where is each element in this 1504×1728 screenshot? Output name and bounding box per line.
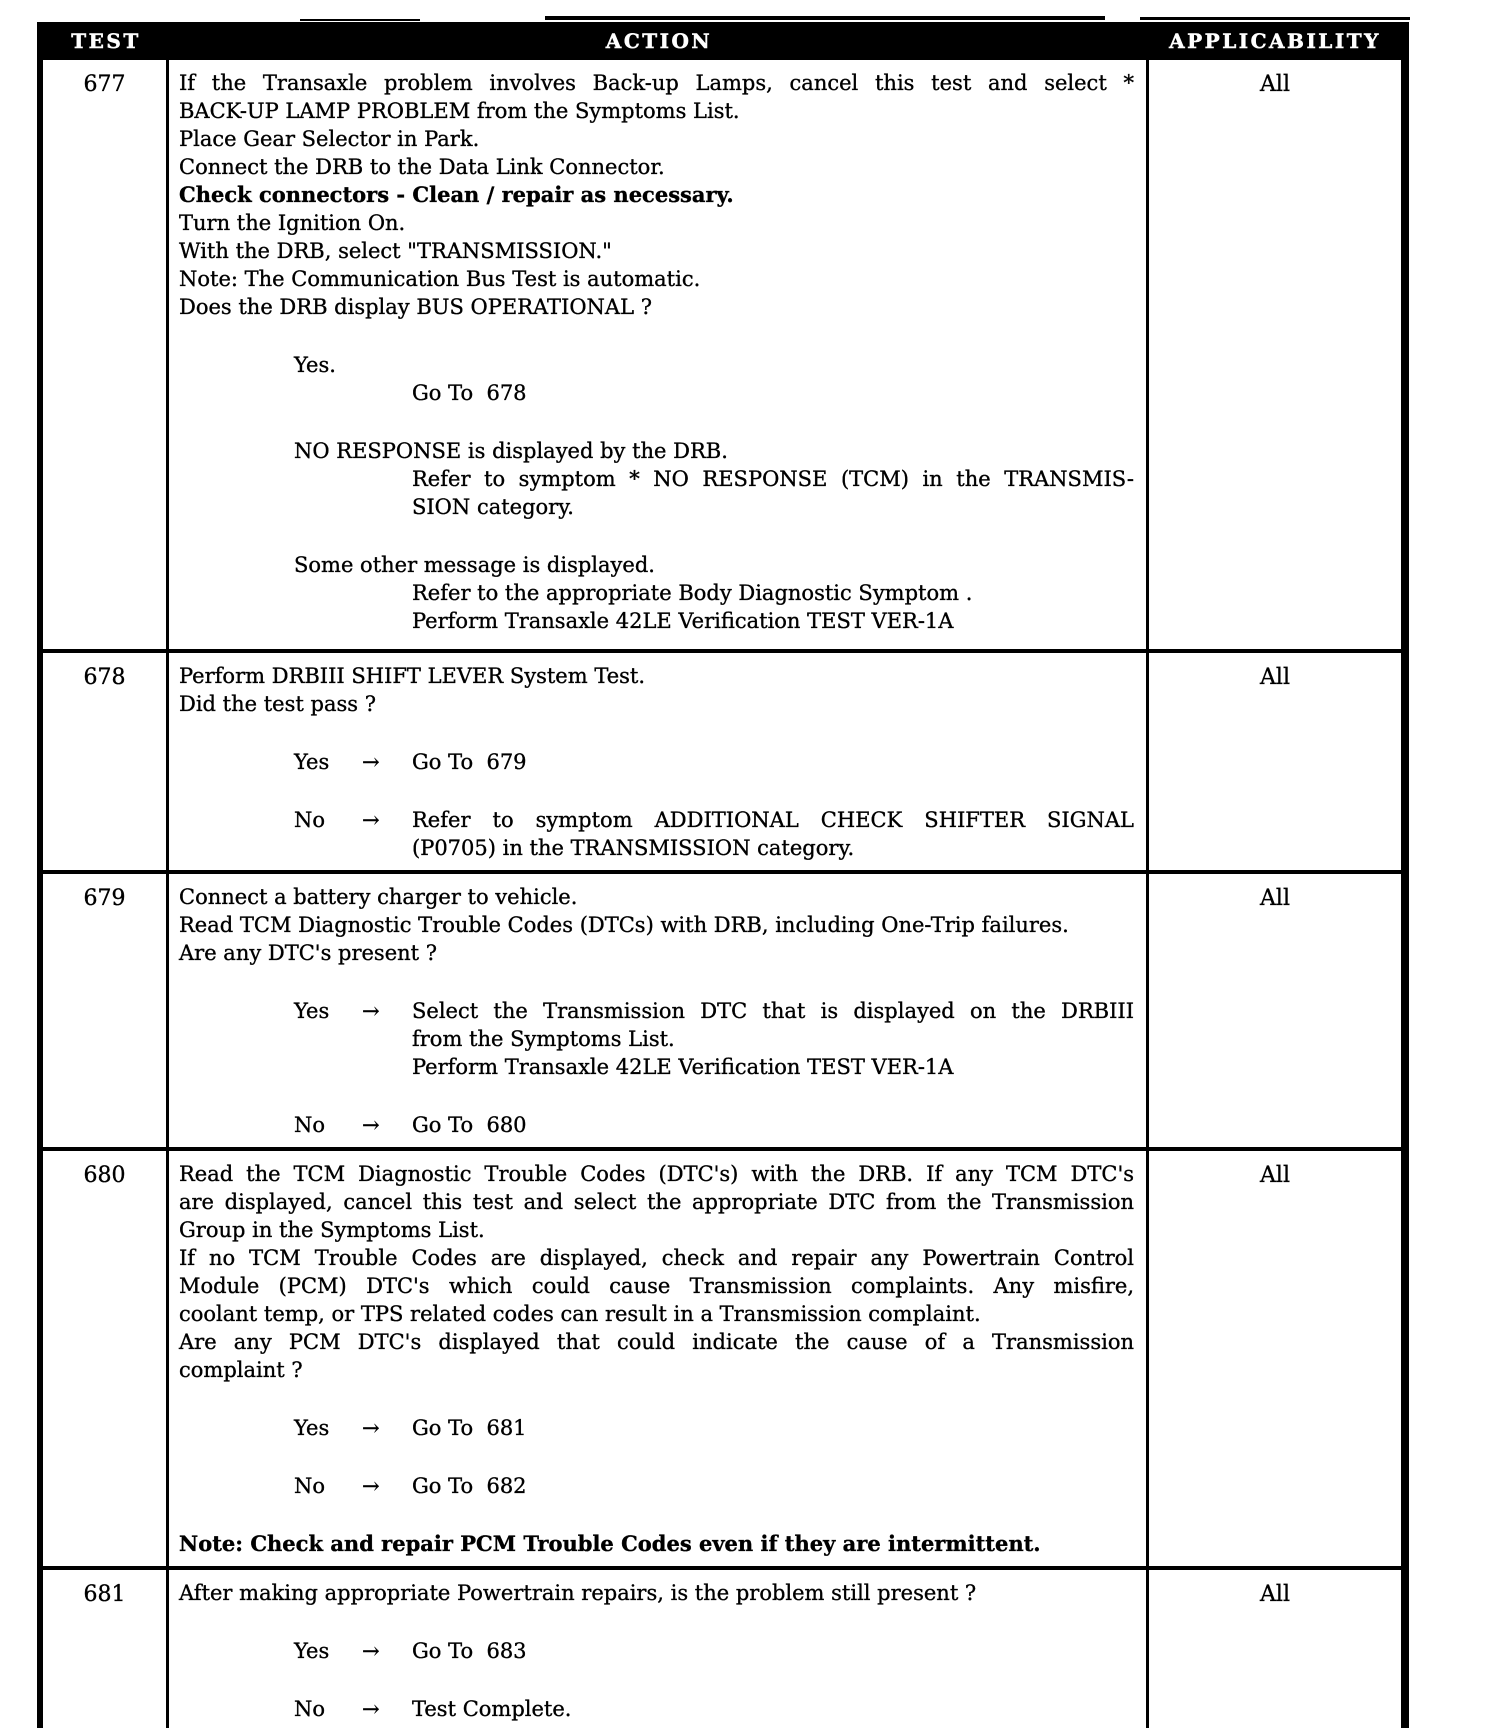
action-line: Module (PCM) DTC's which could cause Transmission complaints. Any misfire, xyxy=(179,1274,1134,1298)
answer-label: No xyxy=(294,808,326,832)
answer-line: Select the Transmission DTC that is displayed on the DRBIII xyxy=(412,999,1134,1023)
applicability-cell: All xyxy=(1260,665,1290,690)
action-cell xyxy=(169,1570,1149,1728)
action-line: Connect a battery charger to vehicle. xyxy=(179,885,578,909)
action-line: Perform Transaxle 42LE Verification TEST VER-1A xyxy=(412,609,954,633)
action-line: After making appropriate Powertrain repairs, is the problem still present ? xyxy=(179,1581,977,1605)
applicability-cell: All xyxy=(1260,1163,1290,1188)
scan-artifact xyxy=(1140,17,1410,20)
arrow-icon: → xyxy=(362,1697,380,1721)
action-line: Read TCM Diagnostic Trouble Codes (DTCs) with DRB, including One-Trip failures. xyxy=(179,913,1069,937)
answer-line: Go To 683 xyxy=(412,1639,527,1663)
line-gap xyxy=(179,521,1134,551)
action-line: Some other message is displayed. xyxy=(294,553,655,577)
answer-row xyxy=(294,1695,1134,1723)
answer-line: Go To 681 xyxy=(412,1416,527,1440)
action-line: Are any DTC's present ? xyxy=(179,941,438,965)
answer-label: Yes xyxy=(294,1639,330,1663)
action-line: Perform DRBIII SHIFT LEVER System Test. xyxy=(179,664,646,688)
answer-line: Go To 682 xyxy=(412,1474,527,1498)
action-line: Turn the Ignition On. xyxy=(179,211,406,235)
answer-line: Go To 679 xyxy=(412,750,527,774)
arrow-icon: → xyxy=(362,1113,380,1137)
action-line: BACK-UP LAMP PROBLEM from the Symptoms List. xyxy=(179,99,740,123)
table-row xyxy=(43,649,1401,870)
answer-label: Yes xyxy=(294,999,330,1023)
test-number-cell: 679 xyxy=(43,874,169,1147)
column-header-test: TEST xyxy=(71,29,141,53)
action-line: Note: The Communication Bus Test is automatic. xyxy=(179,267,701,291)
action-line: If the Transaxle problem involves Back-up Lamps, cancel this test and select * xyxy=(179,71,1134,95)
answer-line: Test Complete. xyxy=(412,1697,572,1721)
action-line: With the DRB, select "TRANSMISSION." xyxy=(179,239,612,263)
answer-row xyxy=(294,1472,1134,1500)
arrow-icon: → xyxy=(362,1416,380,1440)
line-gap xyxy=(179,1384,1134,1414)
answer-line: from the Symptoms List. xyxy=(412,1027,675,1051)
answer-row xyxy=(294,1414,1134,1442)
line-gap xyxy=(179,718,1134,748)
answer-text xyxy=(412,1637,1134,1665)
line-gap xyxy=(179,407,1134,437)
action-cell xyxy=(169,60,1149,649)
table-row xyxy=(43,60,1401,649)
action-line: Are any PCM DTC's displayed that could indicate the cause of a Transmission xyxy=(179,1330,1134,1354)
action-line: Yes. xyxy=(294,353,336,377)
applicability-cell: All xyxy=(1260,72,1290,97)
arrow-icon: → xyxy=(362,1474,380,1498)
scan-artifact xyxy=(300,19,420,21)
answer-line: Perform Transaxle 42LE Verification TEST VER-1A xyxy=(412,1055,954,1079)
action-line: Check connectors - Clean / repair as necessary. xyxy=(179,182,734,207)
action-line: complaint ? xyxy=(179,1358,303,1382)
action-line: SION category. xyxy=(412,495,574,519)
answer-text xyxy=(412,748,1134,776)
test-number-cell: 678 xyxy=(43,653,169,870)
action-line: Refer to the appropriate Body Diagnostic Symptom . xyxy=(412,581,973,605)
line-gap xyxy=(179,776,1134,806)
table-body xyxy=(43,60,1401,1728)
line-gap xyxy=(179,967,1134,997)
answer-row xyxy=(294,1111,1134,1139)
line-gap xyxy=(179,1442,1134,1472)
column-header-action: ACTION xyxy=(605,29,713,53)
action-cell xyxy=(169,653,1149,870)
action-line: Did the test pass ? xyxy=(179,692,376,716)
applicability-cell: All xyxy=(1260,1582,1290,1607)
answer-text xyxy=(412,1414,1134,1442)
action-line: Read the TCM Diagnostic Trouble Codes (DTC's) with the DRB. If any TCM DTC's xyxy=(179,1162,1134,1186)
answer-text xyxy=(412,1111,1134,1139)
arrow-icon: → xyxy=(362,808,380,832)
answer-row xyxy=(294,806,1134,862)
action-line: If no TCM Trouble Codes are displayed, check and repair any Powertrain Control xyxy=(179,1246,1134,1270)
action-line: Does the DRB display BUS OPERATIONAL ? xyxy=(179,295,652,319)
test-number-cell: 681 xyxy=(43,1570,169,1728)
answer-line: (P0705) in the TRANSMISSION category. xyxy=(412,836,855,860)
action-cell xyxy=(169,874,1149,1147)
table-row xyxy=(43,870,1401,1147)
action-line: are displayed, cancel this test and select the appropriate DTC from the Transmission xyxy=(179,1190,1134,1214)
line-gap xyxy=(179,1665,1134,1695)
action-line: Connect the DRB to the Data Link Connector. xyxy=(179,155,665,179)
diagnostic-test-table xyxy=(37,22,1409,1728)
line-gap xyxy=(179,1081,1134,1111)
answer-label: No xyxy=(294,1474,326,1498)
action-line: Place Gear Selector in Park. xyxy=(179,127,480,151)
line-gap xyxy=(179,1607,1134,1637)
answer-line: Refer to symptom ADDITIONAL CHECK SHIFTER SIGNAL xyxy=(412,808,1134,832)
action-line: Note: Check and repair PCM Trouble Codes even if they are intermittent. xyxy=(179,1531,1041,1556)
table-row xyxy=(43,1147,1401,1566)
action-cell xyxy=(169,1151,1149,1566)
answer-text xyxy=(412,1695,1134,1723)
test-number-cell: 680 xyxy=(43,1151,169,1566)
applicability-cell: All xyxy=(1260,886,1290,911)
column-header-applicability: APPLICABILITY xyxy=(1169,29,1381,53)
answer-label: Yes xyxy=(294,1416,330,1440)
line-gap xyxy=(179,321,1134,351)
action-line: Refer to symptom * NO RESPONSE (TCM) in the TRANSMIS- xyxy=(412,467,1134,491)
line-gap xyxy=(179,1500,1134,1530)
table-header-row xyxy=(43,22,1401,60)
answer-text xyxy=(412,997,1134,1081)
answer-text xyxy=(412,806,1134,862)
arrow-icon: → xyxy=(362,999,380,1023)
action-line: coolant temp, or TPS related codes can result in a Transmission complaint. xyxy=(179,1302,981,1326)
answer-line: Go To 680 xyxy=(412,1113,527,1137)
answer-label: Yes xyxy=(294,750,330,774)
test-number-cell: 677 xyxy=(43,60,169,649)
action-line: NO RESPONSE is displayed by the DRB. xyxy=(294,439,728,463)
answer-row xyxy=(294,997,1134,1081)
action-line: Group in the Symptoms List. xyxy=(179,1218,485,1242)
table-row xyxy=(43,1566,1401,1728)
arrow-icon: → xyxy=(362,750,380,774)
scan-artifact xyxy=(545,16,1105,20)
answer-label: No xyxy=(294,1113,326,1137)
arrow-icon: → xyxy=(362,1639,380,1663)
action-line: Go To 678 xyxy=(412,381,527,405)
answer-row xyxy=(294,748,1134,776)
answer-label: No xyxy=(294,1697,326,1721)
answer-row xyxy=(294,1637,1134,1665)
answer-text xyxy=(412,1472,1134,1500)
